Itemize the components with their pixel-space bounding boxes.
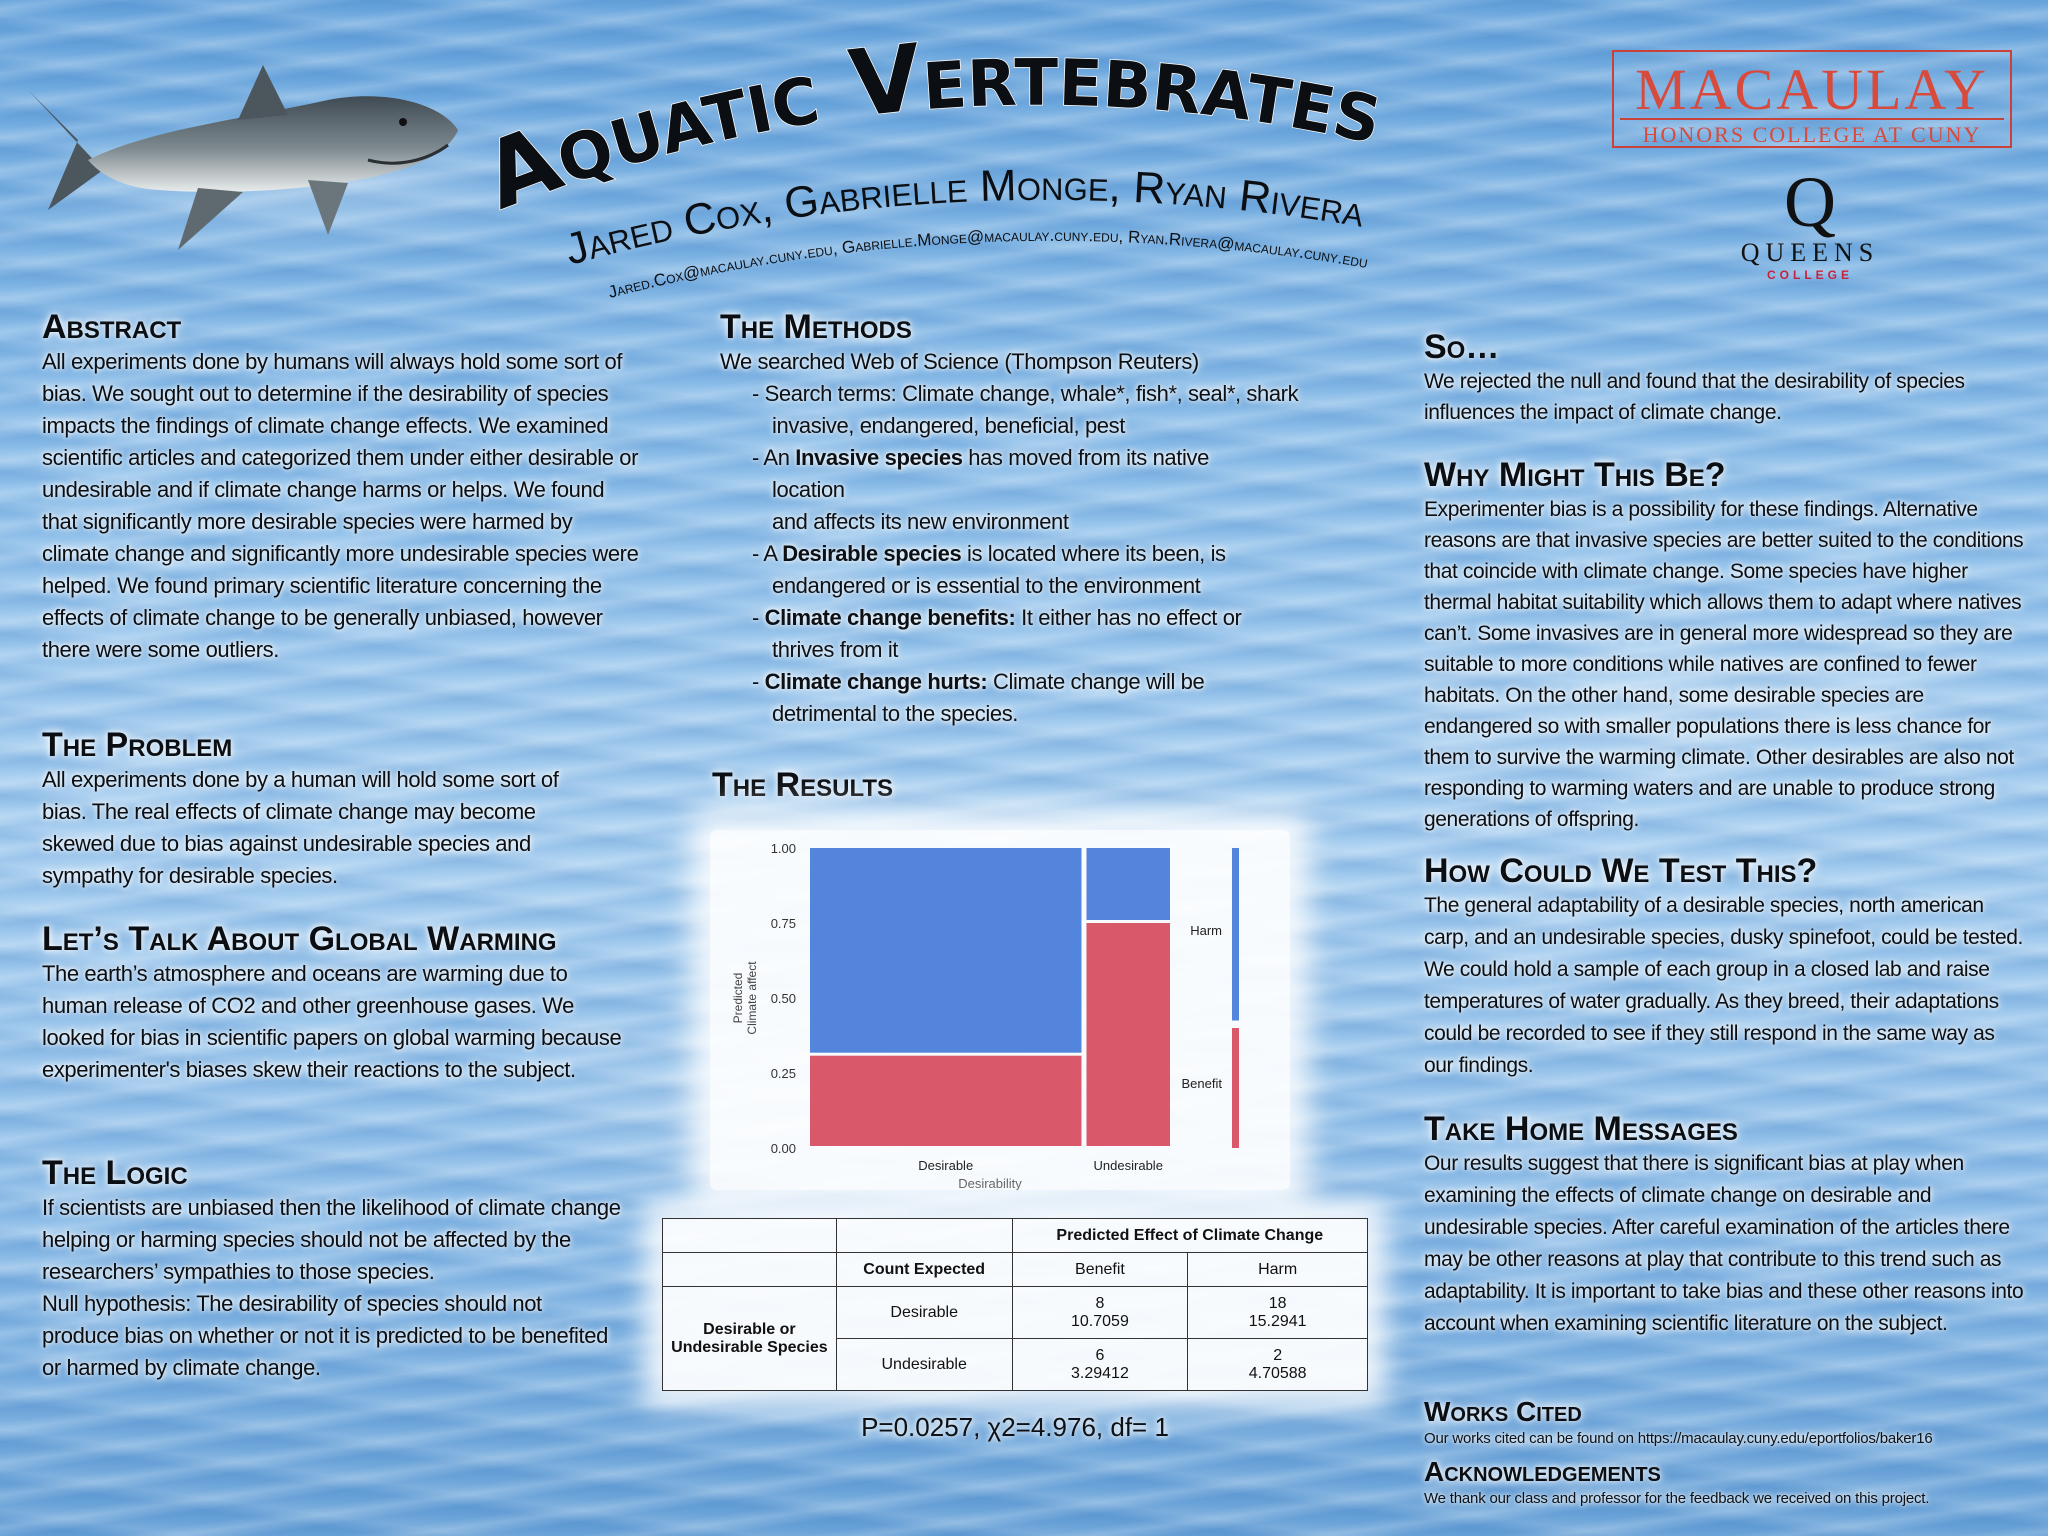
so-text: We rejected the null and found that the desirability of species influences the impact of climate change. (1424, 370, 1965, 424)
table-cell: 8 10.7059 (1012, 1287, 1188, 1339)
table-corner-cell (663, 1219, 837, 1253)
logo-main-text: MACAULAY (1635, 57, 1989, 122)
svg-text:Jared Cox, Gabrielle Monge, Ry (560, 161, 1368, 275)
y-tick-label: 0.75 (770, 916, 796, 931)
test-section (1424, 852, 2024, 1082)
queens-q-mark: Q (1784, 162, 1836, 242)
test-heading: How Could We Test This? (1424, 852, 1818, 890)
methods-item-invasive: - An Invasive species has moved from its native location and affects its new environment (752, 445, 1209, 534)
take-home-section (1424, 1110, 2024, 1340)
y-tick-label: 1.00 (770, 841, 796, 856)
table-cell: 6 3.29412 (1012, 1339, 1188, 1391)
methods-list (720, 378, 1320, 730)
results-heading: The Results (712, 766, 894, 804)
methods-intro: We searched Web of Science (Thompson Reuters) (720, 349, 1199, 374)
table-row-label: Undesirable (836, 1339, 1012, 1391)
mosaic-bar-benefit (1086, 923, 1170, 1146)
mosaic-bar-harm (810, 848, 1081, 1053)
works-cited-section (1424, 1396, 2024, 1450)
methods-heading: The Methods (720, 308, 912, 346)
logo-sub-text: HONORS COLLEGE AT CUNY (1642, 122, 1982, 147)
warming-text: The earth’s atmosphere and oceans are warming due to human release of CO2 and other greenhouse gases. We looked for bias in scientific papers on global warming because experimenter's biases skew their reactions to the subject. (42, 961, 622, 1082)
methods-item-search-terms: - Search terms: Climate change, whale*, fish*, seal*, shark invasive, endangered, beneficial, pest (752, 381, 1299, 438)
table-blank-cell (836, 1219, 1012, 1253)
works-cited-heading: Works Cited (1424, 1396, 1582, 1427)
so-heading: So… (1424, 328, 1500, 366)
acknowledgements-section (1424, 1456, 2024, 1510)
poster-title: Aquatic Vertebrates (480, 20, 1393, 231)
contingency-table-wrap (662, 1218, 1368, 1390)
table-row-label: Desirable (836, 1287, 1012, 1339)
problem-section (42, 726, 602, 892)
why-section (1424, 456, 2024, 835)
table-header-top: Predicted Effect of Climate Change (1012, 1219, 1367, 1253)
legend-label-benefit: Benefit (1181, 1076, 1222, 1091)
acknowledgements-text: We thank our class and professor for the feedback we received on this project. (1424, 1490, 1930, 1507)
problem-heading: The Problem (42, 726, 233, 764)
abstract-section (42, 308, 642, 666)
legend-strip-harm (1232, 848, 1239, 1021)
queens-college-logo (1730, 162, 1890, 290)
x-tick-label: Undesirable (1093, 1158, 1163, 1173)
table-row-group: Desirable or Undesirable Species (663, 1287, 837, 1391)
table-col-benefit: Benefit (1012, 1253, 1188, 1287)
logic-section (42, 1154, 622, 1384)
so-section (1424, 328, 2024, 428)
mosaic-bar-benefit (810, 1056, 1081, 1146)
contingency-table (662, 1218, 1368, 1391)
null-hypothesis-text: Null hypothesis: The desirability of species should not produce bias on whether or not it is predicted to be benefited or harmed by climate change. (42, 1291, 608, 1380)
take-home-heading: Take Home Messages (1424, 1110, 1738, 1148)
warming-section (42, 920, 622, 1086)
methods-item-desirable: - A Desirable species is located where its been, is endangered or is essential to the environment (752, 541, 1226, 598)
y-tick-label: 0.25 (770, 1066, 796, 1081)
why-heading: Why Might This Be? (1424, 456, 1726, 494)
mosaic-chart (710, 830, 1290, 1190)
abstract-heading: Abstract (42, 308, 182, 346)
statistics-result: P=0.0257, χ2=4.976, df= 1 (861, 1412, 1169, 1442)
results-heading-wrap (712, 766, 1112, 804)
table-blank-cell-2 (663, 1253, 837, 1287)
x-axis-label: Desirability (958, 1176, 1022, 1190)
macaulay-logo (1612, 50, 2012, 148)
methods-item-benefits: - Climate change benefits: It either has no effect or thrives from it (752, 605, 1242, 662)
why-text: Experimenter bias is a possibility for these findings. Alternative reasons are that invasive species are better suited to the conditions that coincide with climate change. Some species have higher thermal habitat suitability which allows them to adapt where natives can’t. Some invasives are in general more widespread so they are suitable to more conditions while natives are confined to fewer habitats. On the other hand, some desirable species are endangered so with smaller populations there is less chance for them to survive the warming climate. Other desirables are also not responding to warming waters and are unable to produce strong generations of offspring. (1424, 498, 2024, 831)
methods-item-hurts: - Climate change hurts: Climate change will be detrimental to the species. (752, 669, 1205, 726)
table-cell: 2 4.70588 (1188, 1339, 1368, 1391)
table-col-harm: Harm (1188, 1253, 1368, 1287)
x-tick-label: Desirable (918, 1158, 974, 1173)
y-tick-label: 0.00 (770, 1141, 796, 1156)
take-home-text: Our results suggest that there is significant bias at play when examining the effects of climate change on desirable and undesirable species. After careful examination of the articles there may be other reasons at play that contribute to this trend such as adaptability. It is important to take bias and these other reasons into account when examining scientific literature on the subject. (1424, 1152, 2024, 1335)
results-chart (710, 830, 1290, 1190)
poster-emails: Jared.Cox@macaulay.cuny.edu, Gabrielle.Monge@macaulay.cuny.edu, Ryan.Rivera@macaulay.cuny.edu (606, 225, 1370, 302)
poster-header (480, 20, 1580, 302)
table-count-expected: Count Expected (836, 1253, 1012, 1287)
warming-heading: Let’s Talk About Global Warming (42, 920, 557, 958)
table-cell: 18 15.2941 (1188, 1287, 1368, 1339)
y-axis-label: Climate affect (745, 961, 759, 1035)
queens-college-label: COLLEGE (1766, 268, 1853, 282)
abstract-text: All experiments done by humans will always hold some sort of bias. We sought out to determine if the desirability of species impacts the findings of climate change effects. We examined scientific articles and categorized them under either desirable or undesirable and if climate change harms or helps. We found that significantly more desirable species were harmed by climate change and significantly more undesirable species were helped. We found primary scientific literature concerning the effects of climate change to be generally unbiased, however there were some outliers. (42, 349, 639, 662)
shark-image (8, 60, 468, 260)
poster-authors: Jared Cox, Gabrielle Monge, Ryan Rivera (559, 160, 1368, 275)
y-tick-label: 0.50 (770, 991, 796, 1006)
legend-label-harm: Harm (1190, 923, 1222, 938)
works-cited-text: Our works cited can be found on https://macaulay.cuny.edu/eportfolios/baker16 (1424, 1430, 1933, 1447)
legend-strip-benefit (1232, 1028, 1239, 1148)
mosaic-bar-harm (1086, 848, 1170, 920)
logo-divider (1620, 118, 2004, 120)
test-text: The general adaptability of a desirable species, north american carp, and an undesirable species, dusky spinefoot, could be tested. We could hold a sample of each group in a closed lab and raise temperatures of water gradually. As they breed, their adaptations could be recorded to see if they still respond in the same way as our findings. (1424, 894, 2023, 1077)
methods-section (720, 308, 1320, 730)
problem-text: All experiments done by a human will hold some sort of bias. The real effects of climate change may become skewed due to bias against undesirable species and sympathy for desirable species. (42, 767, 559, 888)
logic-heading: The Logic (42, 1154, 188, 1192)
queens-name: QUEENS (1740, 238, 1880, 267)
logic-text: If scientists are unbiased then the likelihood of climate change helping or harming species should not be affected by the researchers’ sympathies to those species. (42, 1195, 621, 1284)
y-axis-label: Predicted (731, 972, 745, 1024)
table-row (663, 1287, 1368, 1339)
acknowledgements-heading: Acknowledgements (1424, 1456, 1661, 1487)
